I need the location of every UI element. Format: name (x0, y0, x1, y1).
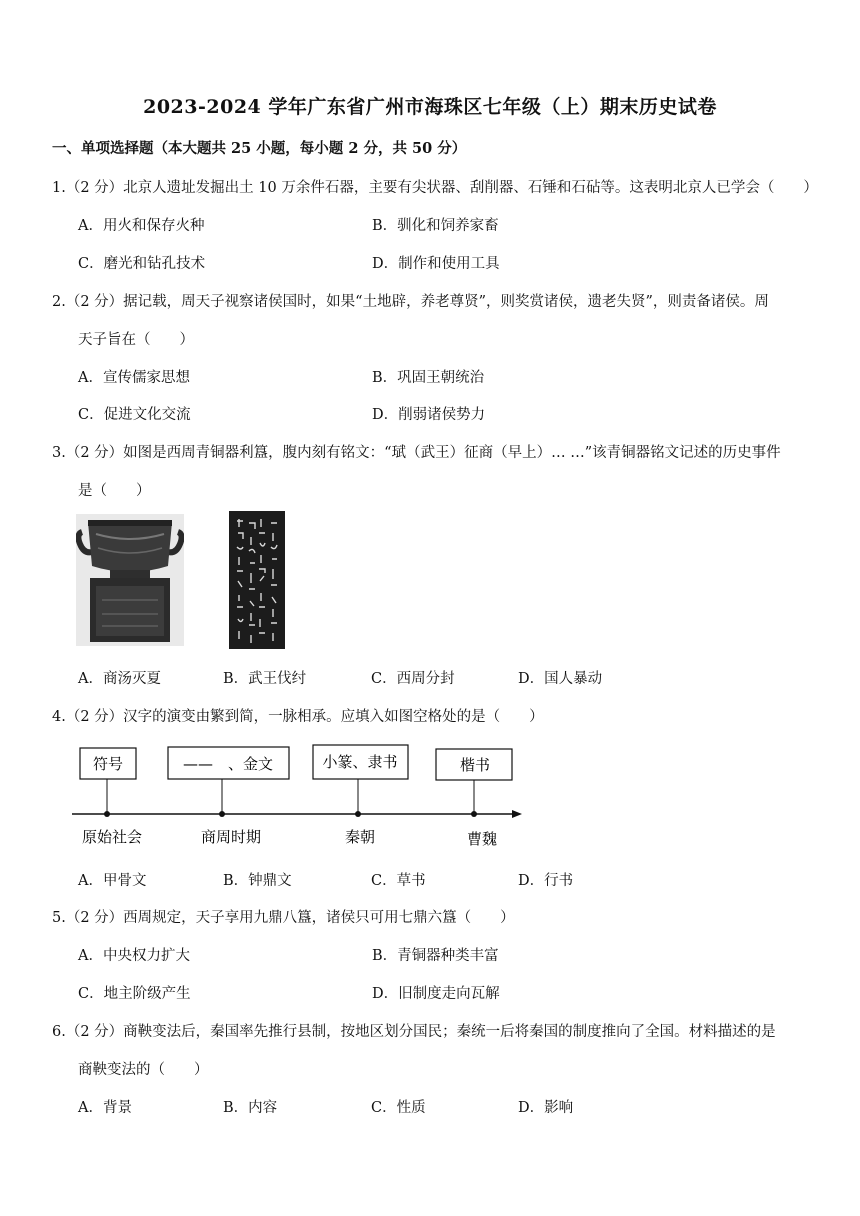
bronze-gui-vessel-image (76, 514, 184, 646)
timeline-box-label-4: 楷书 (459, 756, 491, 774)
question-6-stem: 6.（2 分）商鞅变法后，秦国率先推行县制，按地区划分国民；秦统一后将秦国的制度推向了全国。材料描述的是 (52, 1024, 776, 1040)
bronze-inscription-rubbing-image (229, 511, 285, 649)
q3-option-a[interactable]: A．商汤灭夏 (78, 671, 161, 687)
q4-option-c[interactable]: C．草书 (371, 873, 426, 889)
q5-option-b[interactable]: B．青铜器种类丰富 (372, 948, 499, 964)
q3-option-c[interactable]: C．西周分封 (371, 671, 455, 687)
timeline-box-label-1: 符号 (92, 755, 124, 773)
q2-option-c[interactable]: C．促进文化交流 (78, 407, 191, 423)
q6-option-c[interactable]: C．性质 (371, 1100, 426, 1116)
q5-option-a[interactable]: A．中央权力扩大 (78, 948, 190, 964)
q1-option-d[interactable]: D．制作和使用工具 (372, 256, 500, 272)
question-6-stem-cont: 商鞅变法的（ ） (78, 1062, 209, 1078)
q5-option-c[interactable]: C．地主阶级产生 (78, 986, 191, 1002)
timeline-box-label-2: —— 、金文 (182, 755, 274, 773)
q1-option-a[interactable]: A．用火和保存火种 (78, 218, 205, 234)
q2-option-d[interactable]: D．削弱诸侯势力 (372, 407, 486, 423)
q6-option-d[interactable]: D．影响 (518, 1100, 574, 1116)
exam-title: 2023-2024 学年广东省广州市海珠区七年级（上）期末历史试卷 (143, 96, 717, 118)
timeline-period-3: 秦朝 (344, 828, 376, 846)
q2-option-a[interactable]: A．宣传儒家思想 (78, 370, 190, 386)
question-1-stem: 1.（2 分）北京人遗址发掘出土 10 万余件石器，主要有尖状器、刮削器、石锤和石砧等。这表明北京人已学会（ ） (52, 180, 818, 196)
question-4-stem: 4.（2 分）汉字的演变由繁到简，一脉相承。应填入如图空格处的是（ ） (52, 709, 544, 725)
timeline-period-2: 商周时期 (200, 828, 262, 846)
question-2-stem-cont: 天子旨在（ ） (78, 332, 194, 348)
script-evolution-timeline (70, 738, 530, 850)
q3-option-d[interactable]: D．国人暴动 (518, 671, 603, 687)
q3-option-b[interactable]: B．武王伐纣 (223, 671, 307, 687)
timeline-box-label-3: 小篆、隶书 (322, 753, 398, 771)
question-5-stem: 5.（2 分）西周规定，天子享用九鼎八簋，诸侯只可用七鼎六簋（ ） (52, 910, 515, 926)
q4-option-b[interactable]: B．钟鼎文 (223, 873, 292, 889)
section-heading: 一、单项选择题（本大题共 25 小题，每小题 2 分，共 50 分） (52, 140, 467, 157)
question-3-stem: 3.（2 分）如图是西周青铜器利簋，腹内刻有铭文：“珷（武王）征商（早上）… …”该青铜器铭文记述的历史事件 (52, 445, 781, 461)
q5-option-d[interactable]: D．旧制度走向瓦解 (372, 986, 500, 1002)
question-3-stem-cont: 是（ ） (78, 483, 151, 499)
q6-option-b[interactable]: B．内容 (223, 1100, 278, 1116)
question-2-stem: 2.（2 分）据记载，周天子视察诸侯国时，如果“土地辟，养老尊贤”，则奖赏诸侯，遗老失贤”，则责备诸侯。周 (52, 294, 769, 310)
q6-option-a[interactable]: A．背景 (78, 1100, 132, 1116)
q1-option-b[interactable]: B．驯化和饲养家畜 (372, 218, 499, 234)
timeline-period-1: 原始社会 (81, 828, 143, 846)
q4-option-a[interactable]: A．甲骨文 (78, 873, 147, 889)
q2-option-b[interactable]: B．巩固王朝统治 (372, 370, 485, 386)
timeline-period-4: 曹魏 (466, 830, 498, 848)
q4-option-d[interactable]: D．行书 (518, 873, 574, 889)
q1-option-c[interactable]: C．磨光和钻孔技术 (78, 256, 206, 272)
